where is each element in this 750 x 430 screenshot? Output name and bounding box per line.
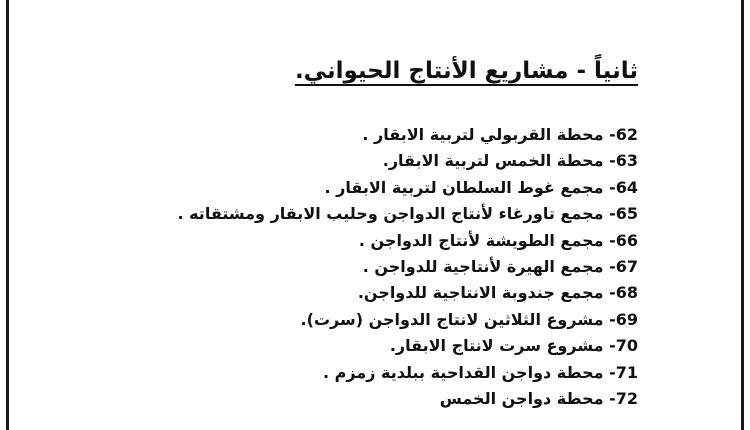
section-heading: ثانياً - مشاريع الأنتاج الحيواني.	[294, 58, 638, 84]
item-text: مجمع تاورغاء لأنتاج الدواجن وحليب الابقار ومشتقاته .	[177, 204, 604, 224]
list-item	[177, 333, 638, 359]
list-item	[177, 122, 638, 148]
item-text: محطة القربولي لتربية الابقار .	[362, 125, 604, 144]
item-number: -63	[609, 151, 638, 171]
list-item	[177, 201, 638, 227]
page-border-right	[741, 0, 744, 430]
item-text: محطة دواجن القداحية ببلدية زمزم .	[322, 362, 604, 382]
list-item	[177, 228, 638, 254]
item-number: -67	[609, 256, 638, 276]
item-text: مجمع غوط السلطان لتربية الابقار .	[324, 177, 604, 197]
item-text: مجمع الهيرة لأنتاجية للدواجن .	[362, 256, 604, 276]
list-item	[177, 175, 638, 201]
project-list	[177, 122, 638, 412]
item-text: محطة دواجن الخمس	[439, 388, 604, 408]
list-item	[177, 280, 638, 306]
item-number: -72	[609, 388, 638, 408]
list-item	[177, 386, 638, 412]
item-number: -65	[609, 204, 638, 224]
item-text: مشروع الثلاثين لانتاج الدواجن (سرت).	[300, 309, 604, 329]
item-text: مشروع سرت لانتاج الابقار.	[389, 336, 604, 356]
item-number: -64	[609, 177, 638, 197]
page-border-left	[6, 0, 9, 430]
item-text: مجمع جندوبة الانتاجية للدواجن.	[357, 283, 604, 303]
list-item	[177, 360, 638, 386]
item-number: -69	[609, 309, 638, 329]
item-number: -68	[609, 283, 638, 303]
item-number: -71	[609, 362, 638, 382]
item-text: محطة الخمس لتربية الابقار.	[382, 151, 604, 171]
list-item	[177, 254, 638, 280]
list-item	[177, 307, 638, 333]
item-text: مجمع الطويشة لأنتاج الدواجن .	[358, 230, 604, 250]
item-number: -70	[609, 336, 638, 356]
list-item	[177, 148, 638, 174]
item-number: -62	[609, 125, 638, 144]
item-number: -66	[609, 230, 638, 250]
